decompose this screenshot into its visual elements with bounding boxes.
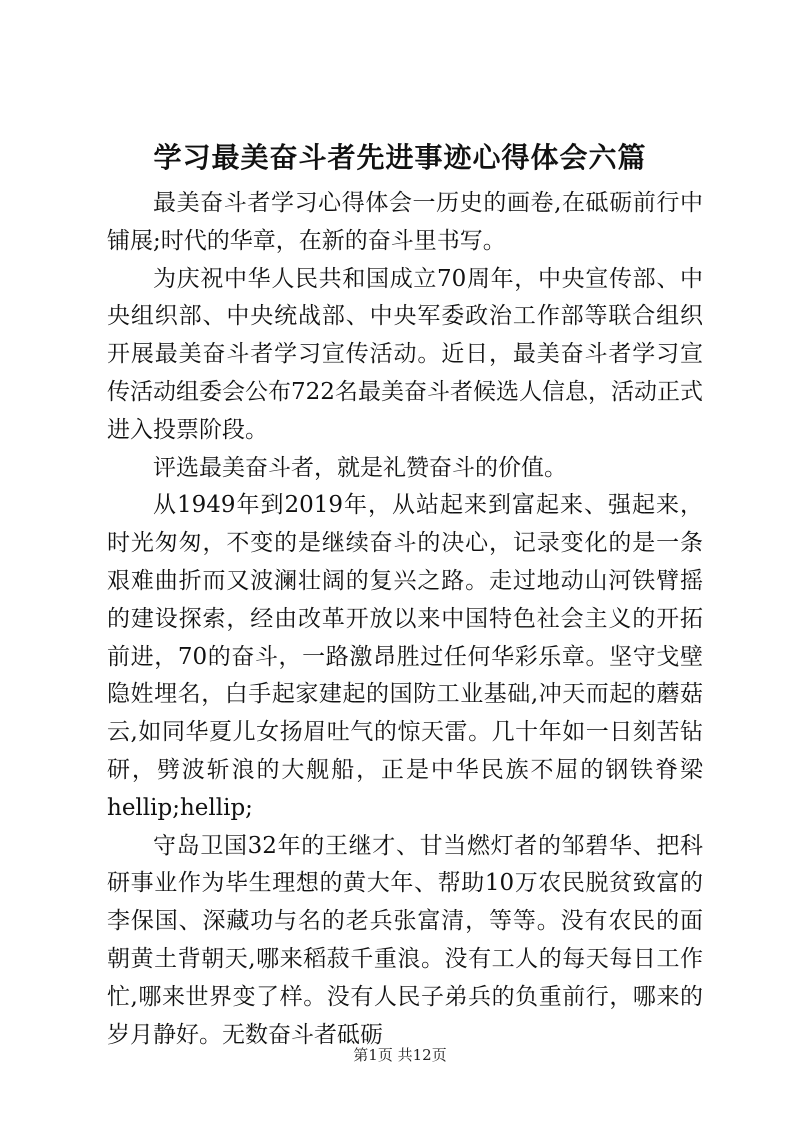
- paragraph: 守岛卫国32年的王继才、甘当燃灯者的邹碧华、把科研事业作为毕生理想的黄大年、帮助10万农民脱贫致富的李保国、深藏功与名的老兵张富清，等等。没有农民的面朝黄土背朝天,哪来稻菽千重浪。没有工人的每天每日工作忙,哪来世界变了样。没有人民子弟兵的负重前行，哪来的岁月静好。无数奋斗者砥砺: [107, 832, 703, 1048]
- paragraph: 为庆祝中华人民共和国成立70周年，中央宣传部、中央组织部、中央统战部、中央军委政治工作部等联合组织开展最美奋斗者学习宣传活动。近日，最美奋斗者学习宣传活动组委会公布722名最美奋斗者候选人信息，活动正式进入投票阶段。: [107, 265, 703, 443]
- page-number-footer: 第1页 共12页: [353, 1046, 447, 1064]
- document-body: [107, 185, 703, 1054]
- document-title: 学习最美奋斗者先进事迹心得体会六篇: [153, 141, 647, 174]
- paragraph: 从1949年到2019年，从站起来到富起来、强起来，时光匆匆，不变的是继续奋斗的决心，记录变化的是一条艰难曲折而又波澜壮阔的复兴之路。走过地动山河铁臂摇的建设探索，经由改革开放以来中国特色社会主义的开拓前进，70的奋斗，一路激昂胜过任何华彩乐章。坚守戈壁隐姓埋名，白手起家建起的国防工业基础,冲天而起的蘑菇云,如同华夏儿女扬眉吐气的惊天雷。几十年如一日刻苦钻研，劈波斩浪的大舰船，正是中华民族不屈的钢铁脊梁hellip;hellip;: [107, 492, 703, 821]
- paragraph: 最美奋斗者学习心得体会一历史的画卷,在砥砺前行中铺展;时代的华章，在新的奋斗里书写。: [107, 190, 703, 254]
- paragraph: 评选最美奋斗者，就是礼赞奋斗的价值。: [153, 454, 567, 481]
